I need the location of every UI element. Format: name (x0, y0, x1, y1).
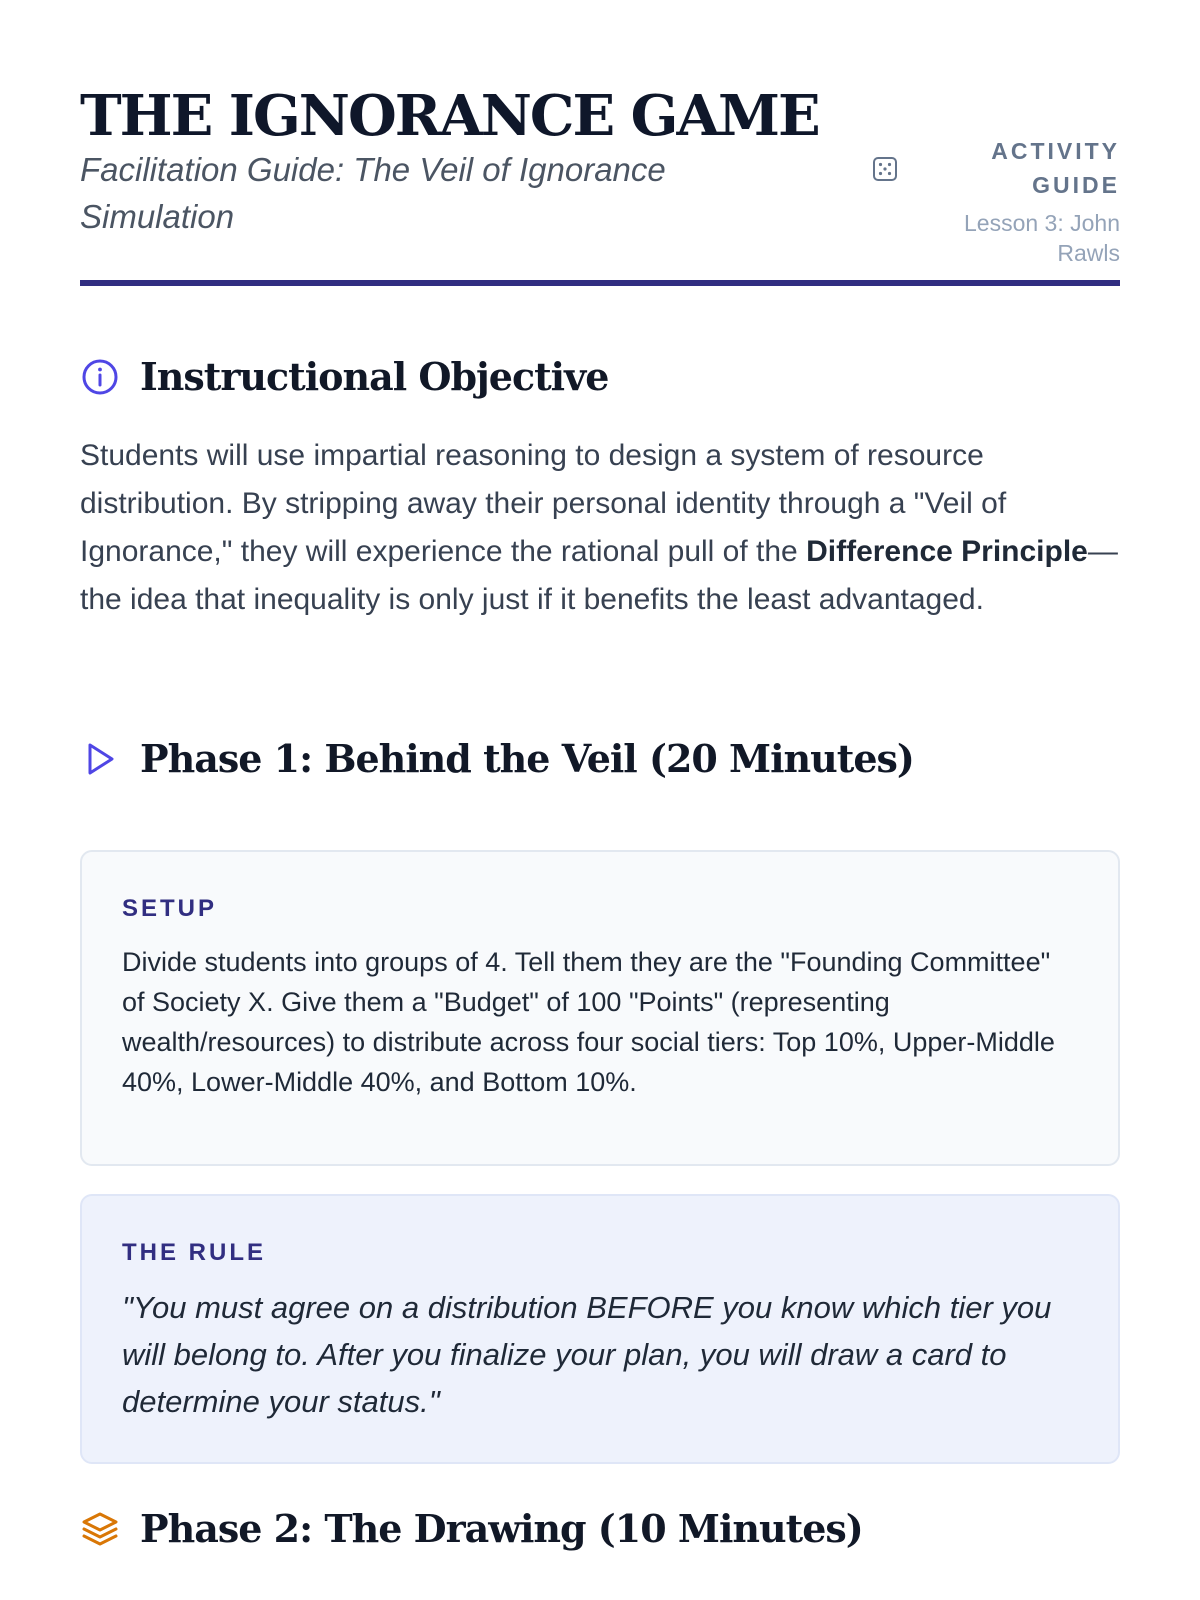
layers-icon (80, 1509, 120, 1549)
phase1-heading: Phase 1: Behind the Veil (20 Minutes) (140, 736, 914, 781)
activity-guide-page (80, 0, 1120, 1551)
setup-card (80, 850, 1120, 1166)
header-meta (900, 134, 1120, 268)
phase1-heading-row (80, 736, 914, 781)
activity-guide-label: ACTIVITY GUIDE (991, 138, 1120, 198)
page-title: THE IGNORANCE GAME (80, 83, 819, 149)
setup-label: SETUP (122, 895, 218, 922)
objective-heading: Instructional Objective (140, 354, 609, 399)
rule-label: THE RULE (122, 1239, 266, 1266)
objective-text-start: Students will use impartial reasoning to design a system of resource distribution. By stripping away their personal identity through a "Veil of Ignorance," they will experience the rational pull of the (80, 439, 1007, 568)
page-header (80, 0, 1120, 288)
objective-heading-row (80, 354, 608, 399)
header-divider (80, 280, 1120, 286)
lesson-label: Lesson 3: John Rawls (963, 210, 1120, 266)
difference-principle-term: Difference Principle (806, 535, 1088, 568)
phase2-heading: Phase 2: The Drawing (10 Minutes) (140, 1506, 863, 1551)
rule-quote: "You must agree on a distribution BEFORE you know which tier you will belong to. After you finalize your plan, you will draw a card to determine your status." (122, 1290, 1052, 1419)
phase2-heading-row (80, 1506, 863, 1551)
info-circle-icon (80, 357, 120, 397)
dice-icon (872, 156, 898, 182)
objective-text-end: —the idea that inequality is only just if it benefits the least advantaged. (80, 535, 1118, 616)
setup-text: Divide students into groups of 4. Tell them they are the "Founding Committee" of Society X. Give them a "Budget" of 100 "Points" (representing wealth/resources) to distribute across four social tiers: Top 10%, Upper-Middle 40%, Lower-Middle 40%, and Bottom 10%. (122, 947, 1055, 1097)
play-icon (80, 739, 120, 779)
page-subtitle: Facilitation Guide: The Veil of Ignorance Simulation (80, 151, 666, 235)
objective-paragraph (80, 432, 1120, 624)
rule-card (80, 1194, 1120, 1464)
